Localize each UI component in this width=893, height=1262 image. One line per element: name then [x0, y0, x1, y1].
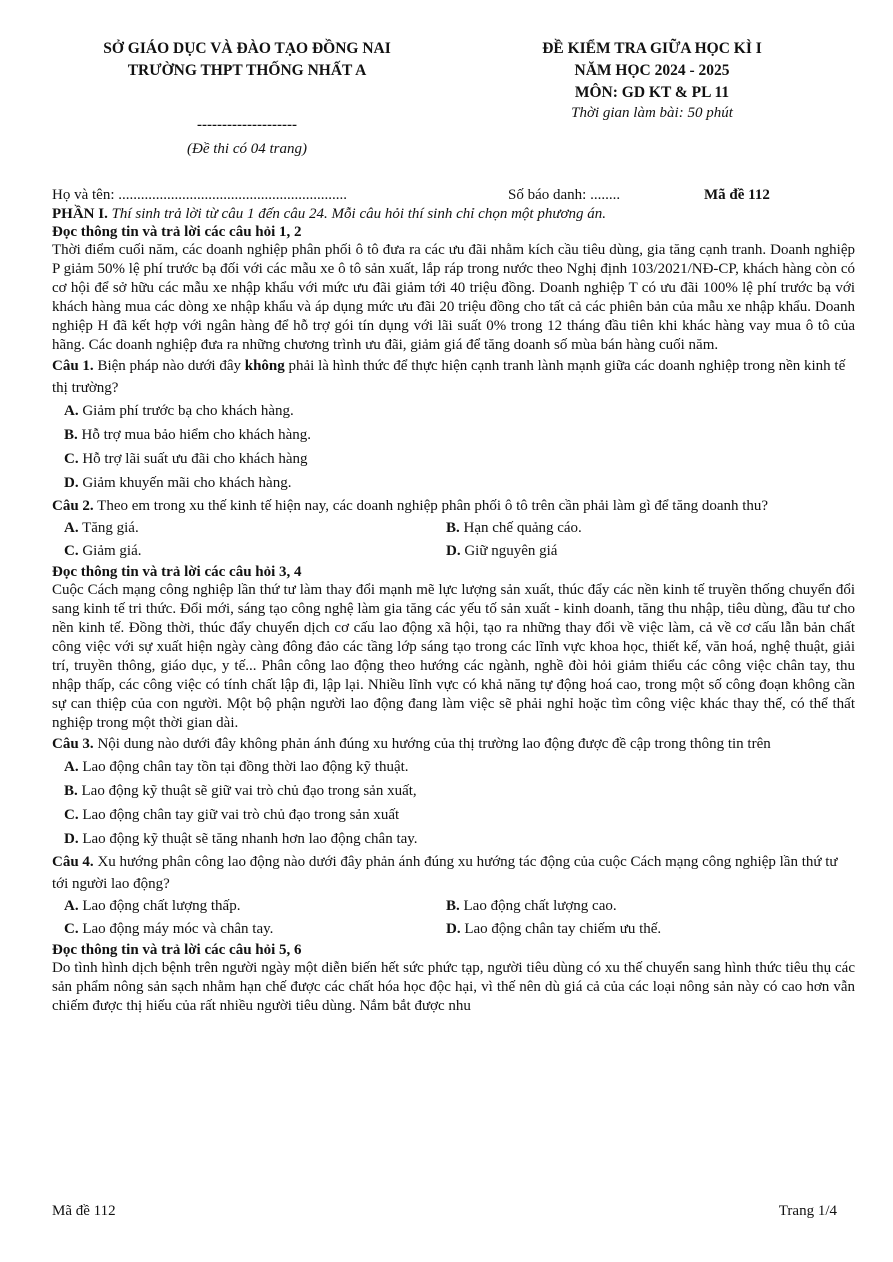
section-heading: Đọc thông tin và trả lời các câu hỏi 5, 6: [52, 942, 302, 958]
question-label: Câu 3.: [52, 736, 94, 752]
question-text: Xu hướng phân công lao động nào dưới đây phản ánh đúng xu hướng tác động của cuộc Cách mạng công nghiệp lần thứ tư tới người lao động?: [52, 854, 838, 892]
answer-option[interactable]: [64, 517, 446, 540]
answer-option[interactable]: [64, 399, 855, 423]
answer-option[interactable]: [64, 755, 855, 779]
answer-option[interactable]: [64, 918, 446, 941]
reading-passage: Thời điểm cuối năm, các doanh nghiệp phân phối ô tô đưa ra các ưu đãi nhằm kích cầu tiêu dùng, gia tăng cạnh tranh. Doanh nghiệp P giảm 50% lệ phí trước bạ đối với các mẫu xe ô tô sản xuất, lắp ráp trong nước theo Nghị định 103/2021/NĐ-CP, khách hàng còn có cơ hội để sở hữu các mẫu xe nhập khẩu với mức ưu đãi giảm tới 40 triệu đồng. Doanh nghiệp T có ưu đãi 100% lệ phí trước bạ với khách hàng mua các dòng xe nhập khẩu và áp dụng mức ưu đãi 20 triệu đồng cho tất cả các phiên bản của mẫu xe nhập khẩu. Doanh nghiệp H đã kết hợp với ngân hàng để hỗ trợ gói tín dụng với lãi suất 0% trong 12 tháng đầu tiên khi khác hàng vay mua ô tô của hãng. Các doanh nghiệp đưa ra những chương trình ưu đãi, giảm giá để tăng doanh số mùa bán hàng cuối năm.: [52, 242, 855, 353]
part-label: PHẦN I.: [52, 206, 108, 222]
answer-options: [64, 399, 855, 495]
page-count-note: (Đề thi có 04 trang): [187, 141, 307, 157]
question-label: Câu 4.: [52, 854, 94, 870]
answer-option[interactable]: [64, 779, 855, 803]
candidate-info-line: [52, 185, 855, 205]
answer-option[interactable]: [64, 471, 855, 495]
answer-option[interactable]: [446, 895, 846, 918]
time-limit: Thời gian làm bài: 50 phút: [571, 105, 733, 121]
option-key: B.: [64, 783, 78, 799]
question-1: [52, 355, 855, 399]
option-text: Hạn chế quảng cáo.: [459, 520, 582, 536]
answer-option[interactable]: [64, 827, 855, 851]
option-text: Lao động máy móc và chân tay.: [78, 921, 274, 937]
option-key: C.: [64, 921, 79, 937]
answer-options: [64, 755, 855, 851]
department-name: SỞ GIÁO DỤC VÀ ĐÀO TẠO ĐỒNG NAI: [103, 40, 391, 57]
option-text: Lao động kỹ thuật sẽ giữ vai trò chủ đạo trong sản xuất,: [77, 783, 417, 799]
question-3: [52, 733, 855, 755]
answer-option[interactable]: [64, 540, 446, 563]
option-key: A.: [64, 520, 79, 536]
option-text: Lao động chất lượng cao.: [459, 898, 617, 914]
candidate-name-field: Họ và tên: .............................................................: [52, 187, 347, 203]
question-2: [52, 495, 855, 517]
answer-option[interactable]: [64, 447, 855, 471]
option-key: C.: [64, 543, 79, 559]
reading-passage: Do tình hình dịch bệnh trên người ngày một diễn biến hết sức phức tạp, người tiêu dùng có xu thế chuyển sang hình thức tiêu thụ các sản phẩm nông sản sạch nhằm hạn chế được các chất hóa học độc hại, vì thế nên dù giá cả của các loại nông sản này có cao hơn vẫn chiếm được thị hiếu của rất nhiều người tiêu dùng. Nắm bắt được nhu: [52, 960, 855, 1014]
school-block: [52, 38, 442, 159]
section-heading: Đọc thông tin và trả lời các câu hỏi 1, 2: [52, 224, 302, 240]
question-label: Câu 2.: [52, 498, 94, 514]
answer-option[interactable]: [64, 423, 855, 447]
option-text: Tăng giá.: [78, 520, 139, 536]
option-key: D.: [446, 921, 461, 937]
answer-options: [64, 895, 855, 941]
part-instruction: [52, 205, 855, 223]
question-text: phải là hình thức để thực hiện cạnh tranh lành mạnh giữa các doanh nghiệp trong nền kinh tế thị trường?: [52, 358, 846, 396]
option-text: Giảm khuyến mãi cho khách hàng.: [78, 475, 292, 491]
option-text: Lao động chân tay giữ vai trò chủ đạo trong sản xuất: [78, 807, 400, 823]
option-key: D.: [64, 475, 79, 491]
footer-page-number: Trang 1/4: [778, 1203, 837, 1219]
option-key: A.: [64, 759, 79, 775]
question-text: Biện pháp nào dưới đây: [93, 358, 245, 374]
exam-title: ĐỀ KIỂM TRA GIỮA HỌC KÌ I: [542, 40, 762, 57]
school-name: TRƯỜNG THPT THỐNG NHẤT A: [127, 62, 367, 79]
page-footer: [52, 1202, 837, 1221]
option-key: A.: [64, 403, 79, 419]
question-text: Nội dung nào dưới đây không phản ánh đúng xu hướng của thị trường lao động được đề cập trong thông tin trên: [93, 736, 771, 752]
option-key: C.: [64, 451, 79, 467]
option-text: Lao động chất lượng thấp.: [78, 898, 241, 914]
reading-passage: Cuộc Cách mạng công nghiệp lần thứ tư làm thay đổi mạnh mẽ lực lượng sản xuất, thúc đẩy các nền kinh tế truyền thống chuyển đổi sang kinh tế tri thức. Đổi mới, sáng tạo công nghệ làm gia tăng các yếu tố sản xuất - kinh doanh, tăng thu nhập, tiêu dùng, đầu tư cho nền kinh tế. Đồng thời, thúc đẩy chuyển dịch cơ cấu lao động xã hội, tạo ra những thay đổi về việc làm, cả về cơ cấu lẫn bản chất công việc với sự xuất hiện ngày càng đông đảo các tầng lớp sáng tạo trong các lĩnh vực khoa học, thiết kế, văn hoá, nghệ thuật, giải trí, truyền thông, giáo dục, y tế... Phân công lao động theo hướng các ngành, nghề đòi hỏi giảm thiểu các công việc chân tay, thu nhập thấp, các công việc có tính chất lập đi, lập lại. Nhiều lĩnh vực có khả năng tự động hoá cao, trong một số công đoạn không cần sự can thiệp của con người. Một bộ phận người lao động đang làm việc sẽ phải nghỉ hoặc tìm công việc khác thay thế, có thể thất nghiệp trong một thời gian dài.: [52, 582, 855, 731]
question-label: Câu 1.: [52, 358, 94, 374]
candidate-number-field: Số báo danh: ........: [508, 187, 621, 203]
exam-page: [52, 38, 855, 1016]
option-text: Hỗ trợ mua bảo hiểm cho khách hàng.: [77, 427, 312, 443]
option-text: Lao động kỹ thuật sẽ tăng nhanh hơn lao động chân tay.: [78, 831, 418, 847]
answer-option[interactable]: [446, 918, 846, 941]
option-key: B.: [64, 427, 78, 443]
school-year: NĂM HỌC 2024 - 2025: [574, 62, 730, 79]
option-key: B.: [446, 898, 460, 914]
option-text: Giảm giá.: [78, 543, 142, 559]
question-text: Theo em trong xu thế kinh tế hiện nay, các doanh nghiệp phân phối ô tô trên cần phải làm gì để tăng doanh thu?: [93, 498, 769, 514]
option-key: D.: [446, 543, 461, 559]
option-key: A.: [64, 898, 79, 914]
answer-option[interactable]: [446, 517, 846, 540]
exam-code: Mã đề 112: [704, 187, 770, 203]
answer-option[interactable]: [64, 803, 855, 827]
footer-exam-code: Mã đề 112: [52, 1203, 116, 1219]
section-heading: Đọc thông tin và trả lời các câu hỏi 3, 4: [52, 564, 302, 580]
part-instruction-text: Thí sinh trả lời từ câu 1 đến câu 24. Mỗi câu hỏi thí sinh chỉ chọn một phương án.: [107, 206, 607, 222]
separator-dashes: --------------------: [197, 117, 297, 133]
exam-header: [52, 38, 855, 159]
question-emphasis: không: [244, 358, 285, 374]
exam-title-block: [487, 38, 817, 159]
option-text: Hỗ trợ lãi suất ưu đãi cho khách hàng: [78, 451, 308, 467]
answer-option[interactable]: [446, 540, 846, 563]
option-text: Lao động chân tay tồn tại đồng thời lao động kỹ thuật.: [78, 759, 409, 775]
answer-options: [64, 517, 855, 563]
option-key: C.: [64, 807, 79, 823]
option-key: B.: [446, 520, 460, 536]
option-text: Giữ nguyên giá: [460, 543, 558, 559]
subject: MÔN: GD KT & PL 11: [574, 84, 730, 101]
option-text: Giảm phí trước bạ cho khách hàng.: [78, 403, 294, 419]
option-key: D.: [64, 831, 79, 847]
question-4: [52, 851, 855, 895]
option-text: Lao động chân tay chiếm ưu thế.: [460, 921, 662, 937]
answer-option[interactable]: [64, 895, 446, 918]
